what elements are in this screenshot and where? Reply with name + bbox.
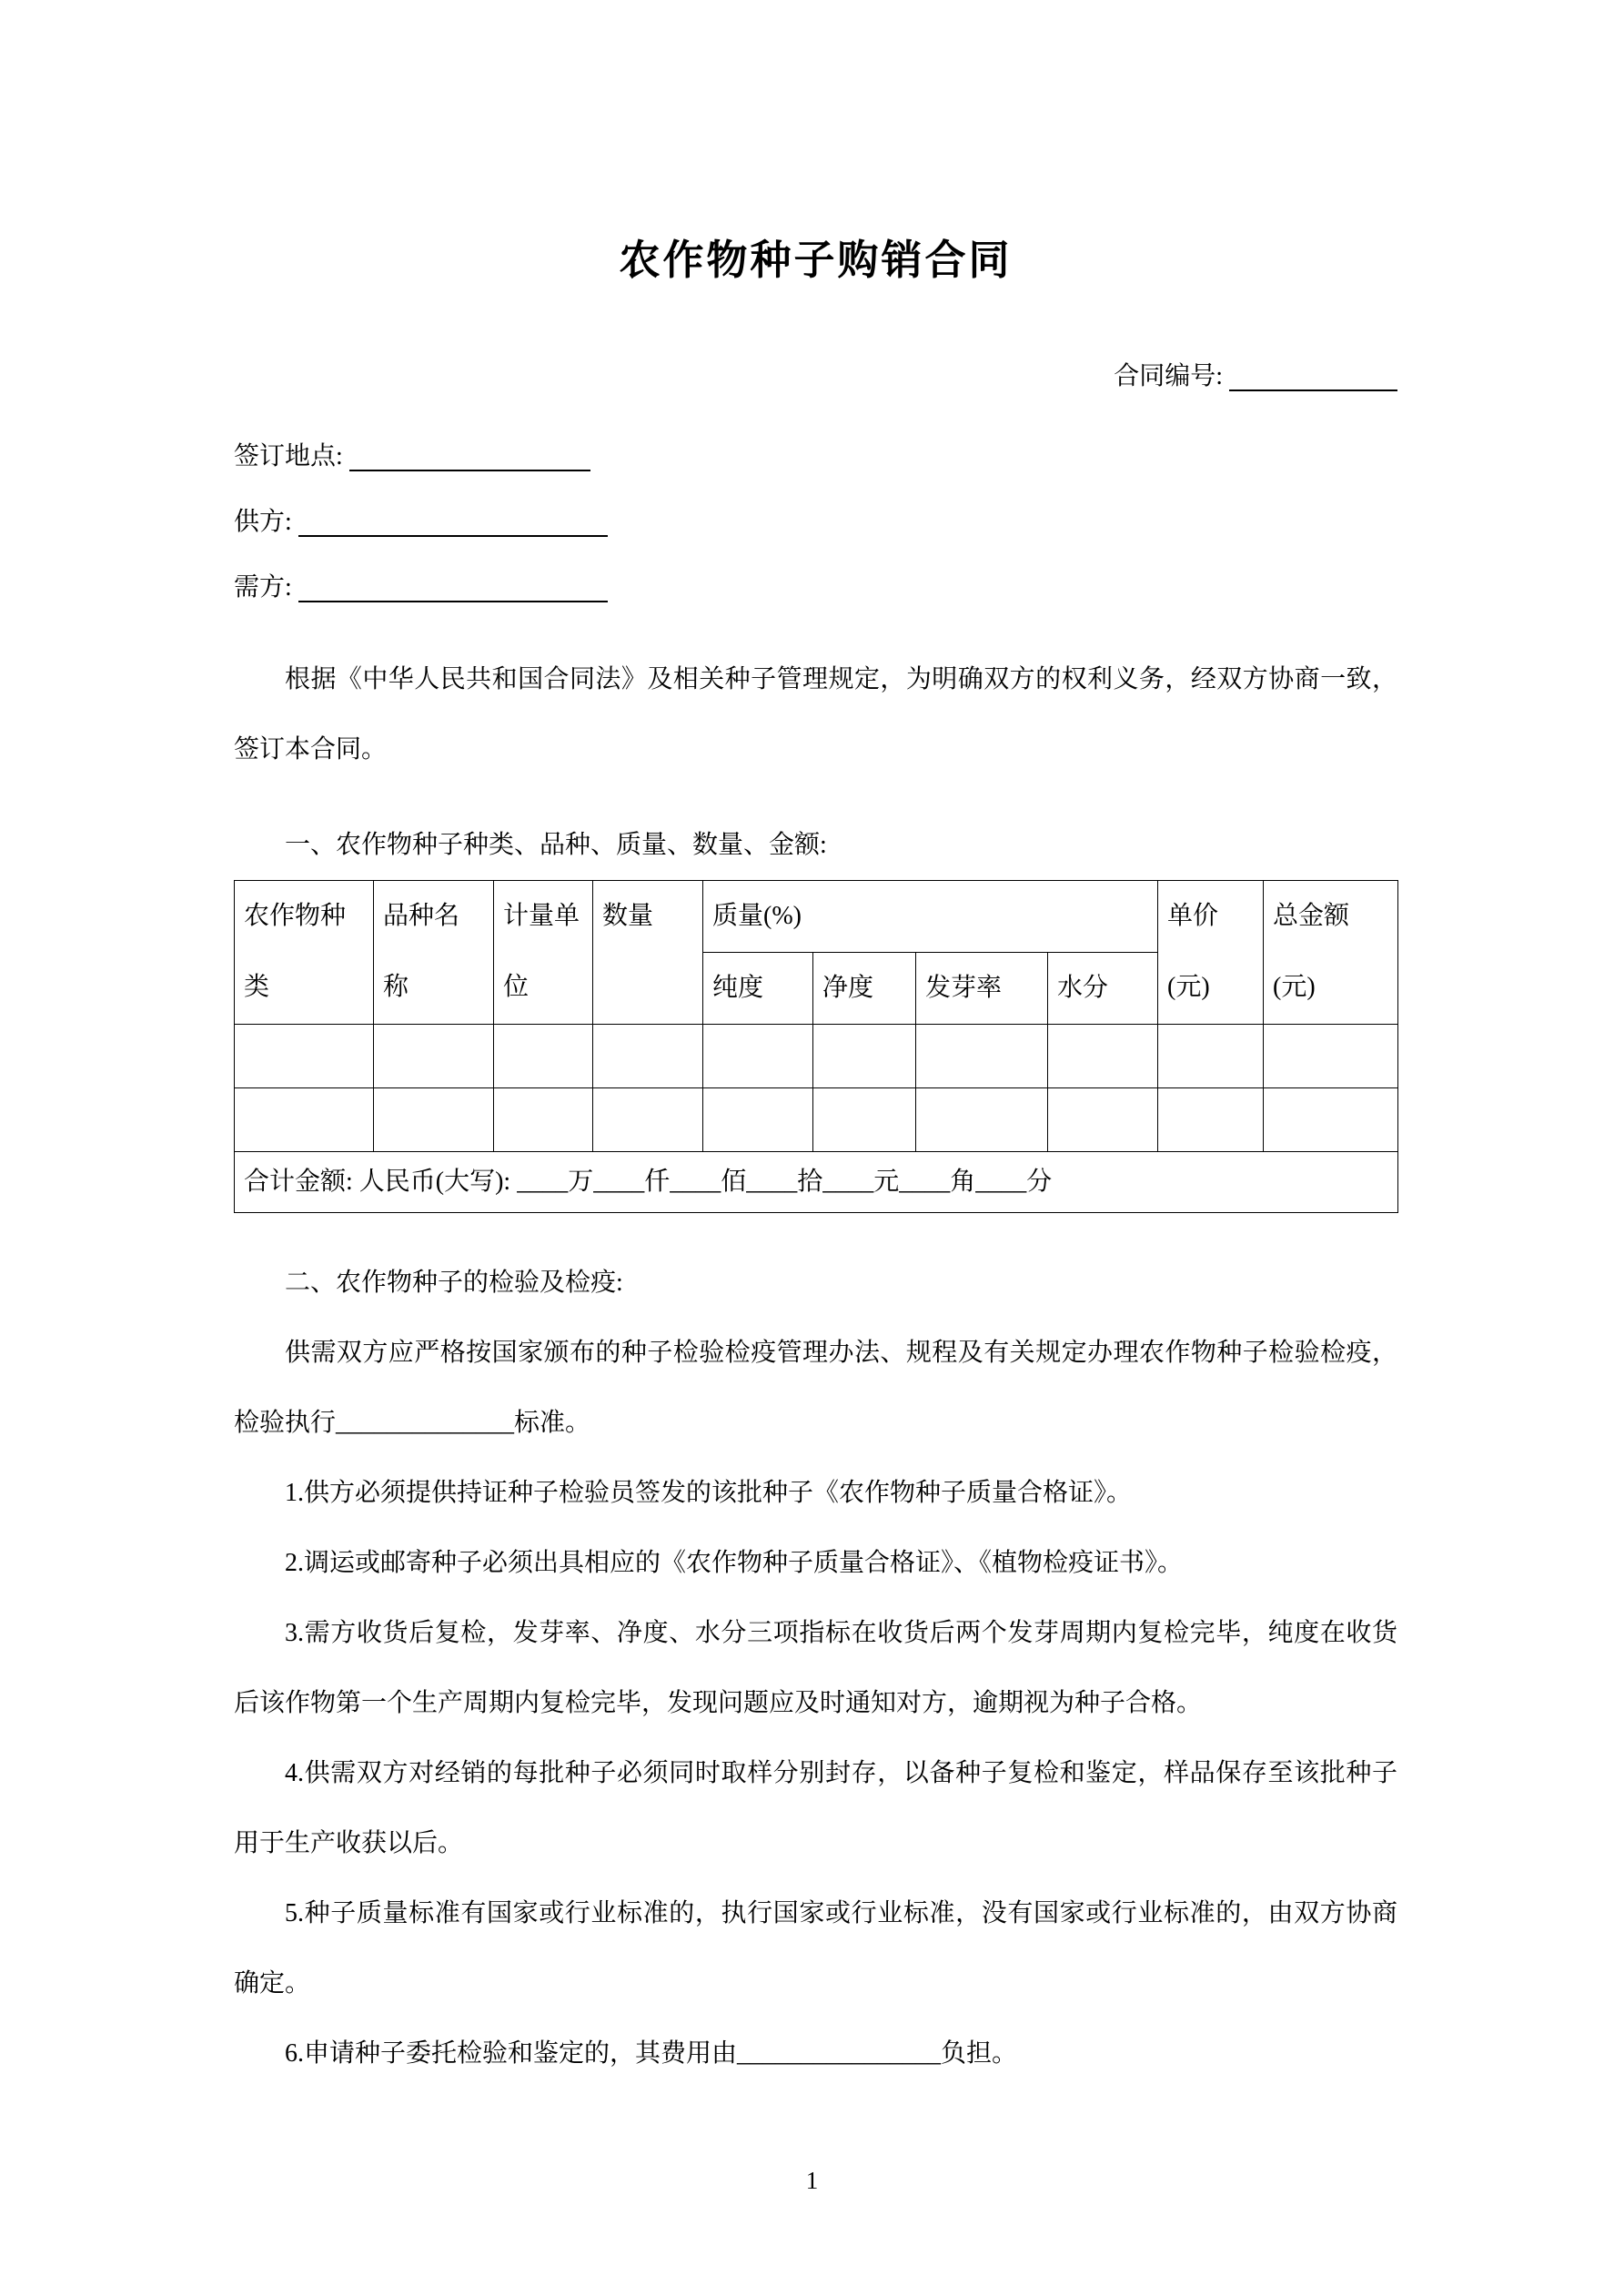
empty-cell [593,1025,703,1088]
empty-cell [916,1088,1048,1152]
section-2-lead: 供需双方应严格按国家颁布的种子检验检疫管理办法、规程及有关规定办理农作物种子检验检疫，检验执行______________标准。 [234,1339,1397,1437]
sign-place-blank [349,470,590,471]
supplier-label: 供方: [234,508,292,536]
empty-cell [1158,1025,1264,1088]
empty-cell [374,1088,494,1152]
empty-cell [813,1025,916,1088]
col-header-crop-type: 农作物种类 [235,881,374,1025]
empty-cell [813,1088,916,1152]
col-header-quantity: 数量 [593,881,703,1025]
empty-cell [1158,1088,1264,1152]
empty-cell [494,1025,593,1088]
empty-cell [1048,1025,1158,1088]
col-header-quality: 质量(%) [703,881,1158,953]
intro-paragraph: 根据《中华人民共和国合同法》及相关种子管理规定，为明确双方的权利义务，经双方协商一致，签订本合同。 [234,665,1397,764]
document-title: 农作物种子购销合同 [619,238,1013,283]
col-header-moisture: 水分 [1048,953,1158,1025]
table-total-row [235,1152,1398,1213]
section-2-heading: 二、农作物种子的检验及检疫: [285,1269,623,1297]
empty-cell [703,1088,813,1152]
seed-table [234,880,1398,1213]
supplier-blank [298,535,608,537]
empty-cell [593,1088,703,1152]
section-1-heading: 一、农作物种子种类、品种、质量、数量、金额: [285,831,827,859]
empty-cell [235,1088,374,1152]
table-row-empty-2 [235,1088,1398,1152]
inspection-item-6: 6.申请种子委托检验和鉴定的，其费用由________________负担。 [285,2039,1018,2068]
page-number: 1 [805,2167,819,2194]
inspection-item-3: 3.需方收货后复检，发芽率、净度、水分三项指标在收货后两个发芽周期内复检完毕，纯度在收货后该作物第一个生产周期内复检完毕，发现问题应及时通知对方，逾期视为种子合格。 [234,1619,1397,1717]
inspection-item-2: 2.调运或邮寄种子必须出具相应的《农作物种子质量合格证》、《植物检疫证书》。 [285,1549,1184,1577]
col-header-purity: 纯度 [703,953,813,1025]
table-row-empty-1 [235,1025,1398,1088]
col-header-unit-price: 单价(元) [1158,881,1264,1025]
col-header-variety: 品种名称 [374,881,494,1025]
buyer-blank [298,601,608,602]
contract-number-label: 合同编号: [1114,362,1223,390]
sign-place-label: 签订地点: [234,442,343,470]
inspection-item-5: 5.种子质量标准有国家或行业标准的，执行国家或行业标准，没有国家或行业标准的，由双方协商确定。 [234,1899,1397,1998]
inspection-item-1: 1.供方必须提供持证种子检验员签发的该批种子《农作物种子质量合格证》。 [285,1479,1133,1507]
empty-cell [703,1025,813,1088]
empty-cell [1264,1025,1398,1088]
total-amount-blanks: ____万____仟____佰____拾____元____角____分 [517,1168,1053,1196]
inspection-item-4: 4.供需双方对经销的每批种子必须同时取样分别封存，以备种子复检和鉴定，样品保存至该批种子用于生产收获以后。 [234,1759,1397,1857]
total-amount-cell [235,1152,1398,1213]
col-header-germination: 发芽率 [916,953,1048,1025]
contract-number-blank [1229,389,1397,391]
empty-cell [1264,1088,1398,1152]
total-amount-label: 合计金额: 人民币(大写): [244,1168,511,1196]
supplier-field [234,490,1397,555]
table-header-row-1 [235,881,1398,953]
col-header-cleanliness: 净度 [813,953,916,1025]
buyer-label: 需方: [234,573,292,602]
empty-cell [1048,1088,1158,1152]
empty-cell [916,1025,1048,1088]
buyer-field [234,555,1397,621]
contract-number-field [234,360,1397,393]
empty-cell [494,1088,593,1152]
empty-cell [235,1025,374,1088]
empty-cell [374,1025,494,1088]
col-header-unit: 计量单位 [494,881,593,1025]
col-header-total-amount: 总金额(元) [1264,881,1398,1025]
sign-place-field [234,424,1397,490]
party-fields [234,424,1397,621]
